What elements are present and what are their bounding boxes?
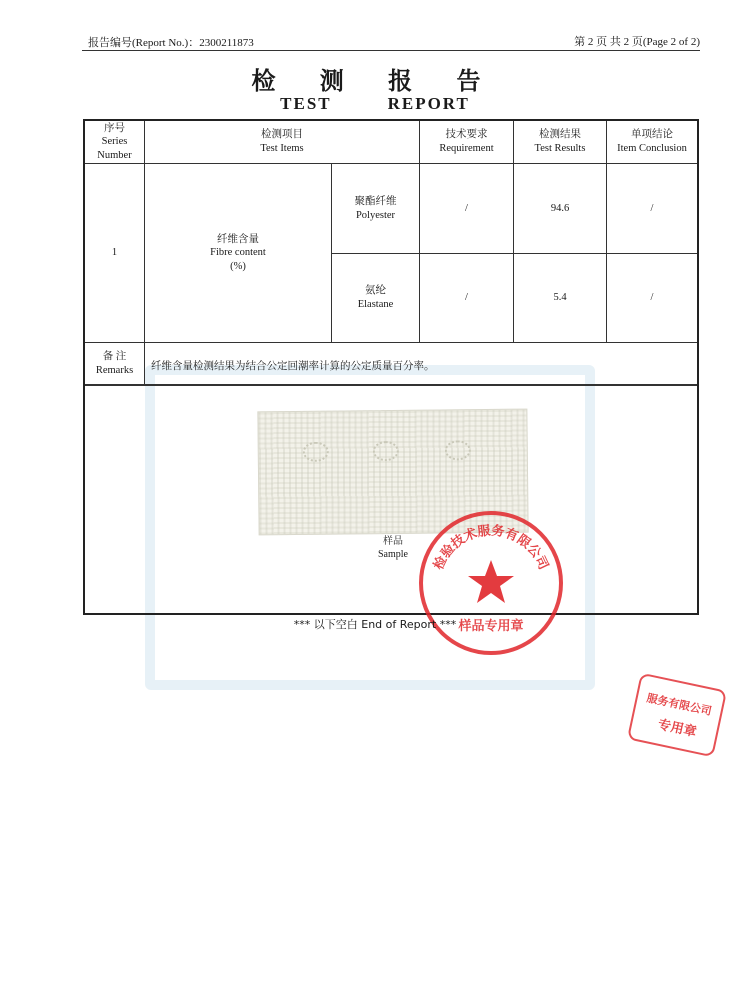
header-test-items xyxy=(145,121,419,163)
remarks-text: 纤维含量检测结果为结合公定回潮率计算的公定质量百分率。 xyxy=(151,360,435,372)
header-conclusion xyxy=(607,121,697,163)
title-english: TEST REPORT xyxy=(280,94,470,113)
header-series-en: Number xyxy=(97,149,132,161)
header-results xyxy=(514,121,606,163)
end-of-report: *** 以下空白 End of Report *** xyxy=(293,618,457,631)
header-series-cn: 序号 xyxy=(104,122,125,134)
header-con-cn: 单项结论 xyxy=(631,129,673,141)
component-cn: 氨纶 xyxy=(365,285,386,297)
component-en: Polyester xyxy=(355,209,396,221)
result-value: 94.6 xyxy=(550,202,570,214)
sample-label-cn: 样品 xyxy=(383,536,403,547)
row-divider xyxy=(85,342,697,343)
sample-label-en: Sample xyxy=(378,548,408,560)
header-req-cn: 技术要求 xyxy=(445,129,488,141)
lace-motif xyxy=(373,441,399,461)
remarks-label xyxy=(85,343,144,384)
header-divider xyxy=(82,50,700,51)
component-en: Elastane xyxy=(357,299,394,310)
requirement-value: / xyxy=(465,292,468,304)
corner-seal-stamp xyxy=(626,671,729,758)
lace-motif xyxy=(445,440,471,460)
requirement-value: / xyxy=(465,202,468,214)
seal-arc-text: 检验技术服务有限公司 xyxy=(431,523,551,573)
header-items-cn: 检测项目 xyxy=(261,129,303,141)
series-number: 1 xyxy=(111,247,118,259)
component-name xyxy=(332,164,419,253)
remarks-label-cn: 备 注 xyxy=(102,350,127,362)
round-seal-stamp xyxy=(416,508,566,658)
header-series-en: Series xyxy=(101,136,128,148)
test-item-unit: (%) xyxy=(230,260,246,272)
header-req-en: Requirement xyxy=(439,143,494,154)
header-res-en: Test Results xyxy=(534,143,586,154)
seal-center-text: 样品专用章 xyxy=(458,619,524,634)
remarks-label-en: Remarks xyxy=(95,364,134,376)
test-item-cn: 纤维含量 xyxy=(217,233,259,245)
header-con-en: Item Conclusion xyxy=(617,143,687,154)
corner-seal-line2: 专用章 xyxy=(656,717,698,741)
corner-seal-line1: 服务有限公司 xyxy=(645,691,713,718)
result-value: 5.4 xyxy=(553,292,567,304)
conclusion-value: / xyxy=(650,202,654,214)
report-number: 报告编号(Report No.)：2300211873 xyxy=(88,37,254,49)
header-items-en: Test Items xyxy=(260,143,304,154)
test-item xyxy=(145,164,331,342)
page-indicator: 第 2 页 共 2 页(Page 2 of 2) xyxy=(574,36,700,48)
component-cn: 聚酯纤维 xyxy=(354,195,397,207)
header-res-cn: 检测结果 xyxy=(539,129,581,141)
header-requirement xyxy=(420,121,513,163)
test-item-en: Fibre content xyxy=(210,247,266,259)
lace-motif xyxy=(303,442,329,462)
conclusion-value: / xyxy=(650,292,654,304)
title-chinese: 检 测 报 告 xyxy=(251,67,499,95)
component-name xyxy=(332,254,419,342)
header-series xyxy=(85,121,144,163)
row-divider xyxy=(85,384,697,386)
